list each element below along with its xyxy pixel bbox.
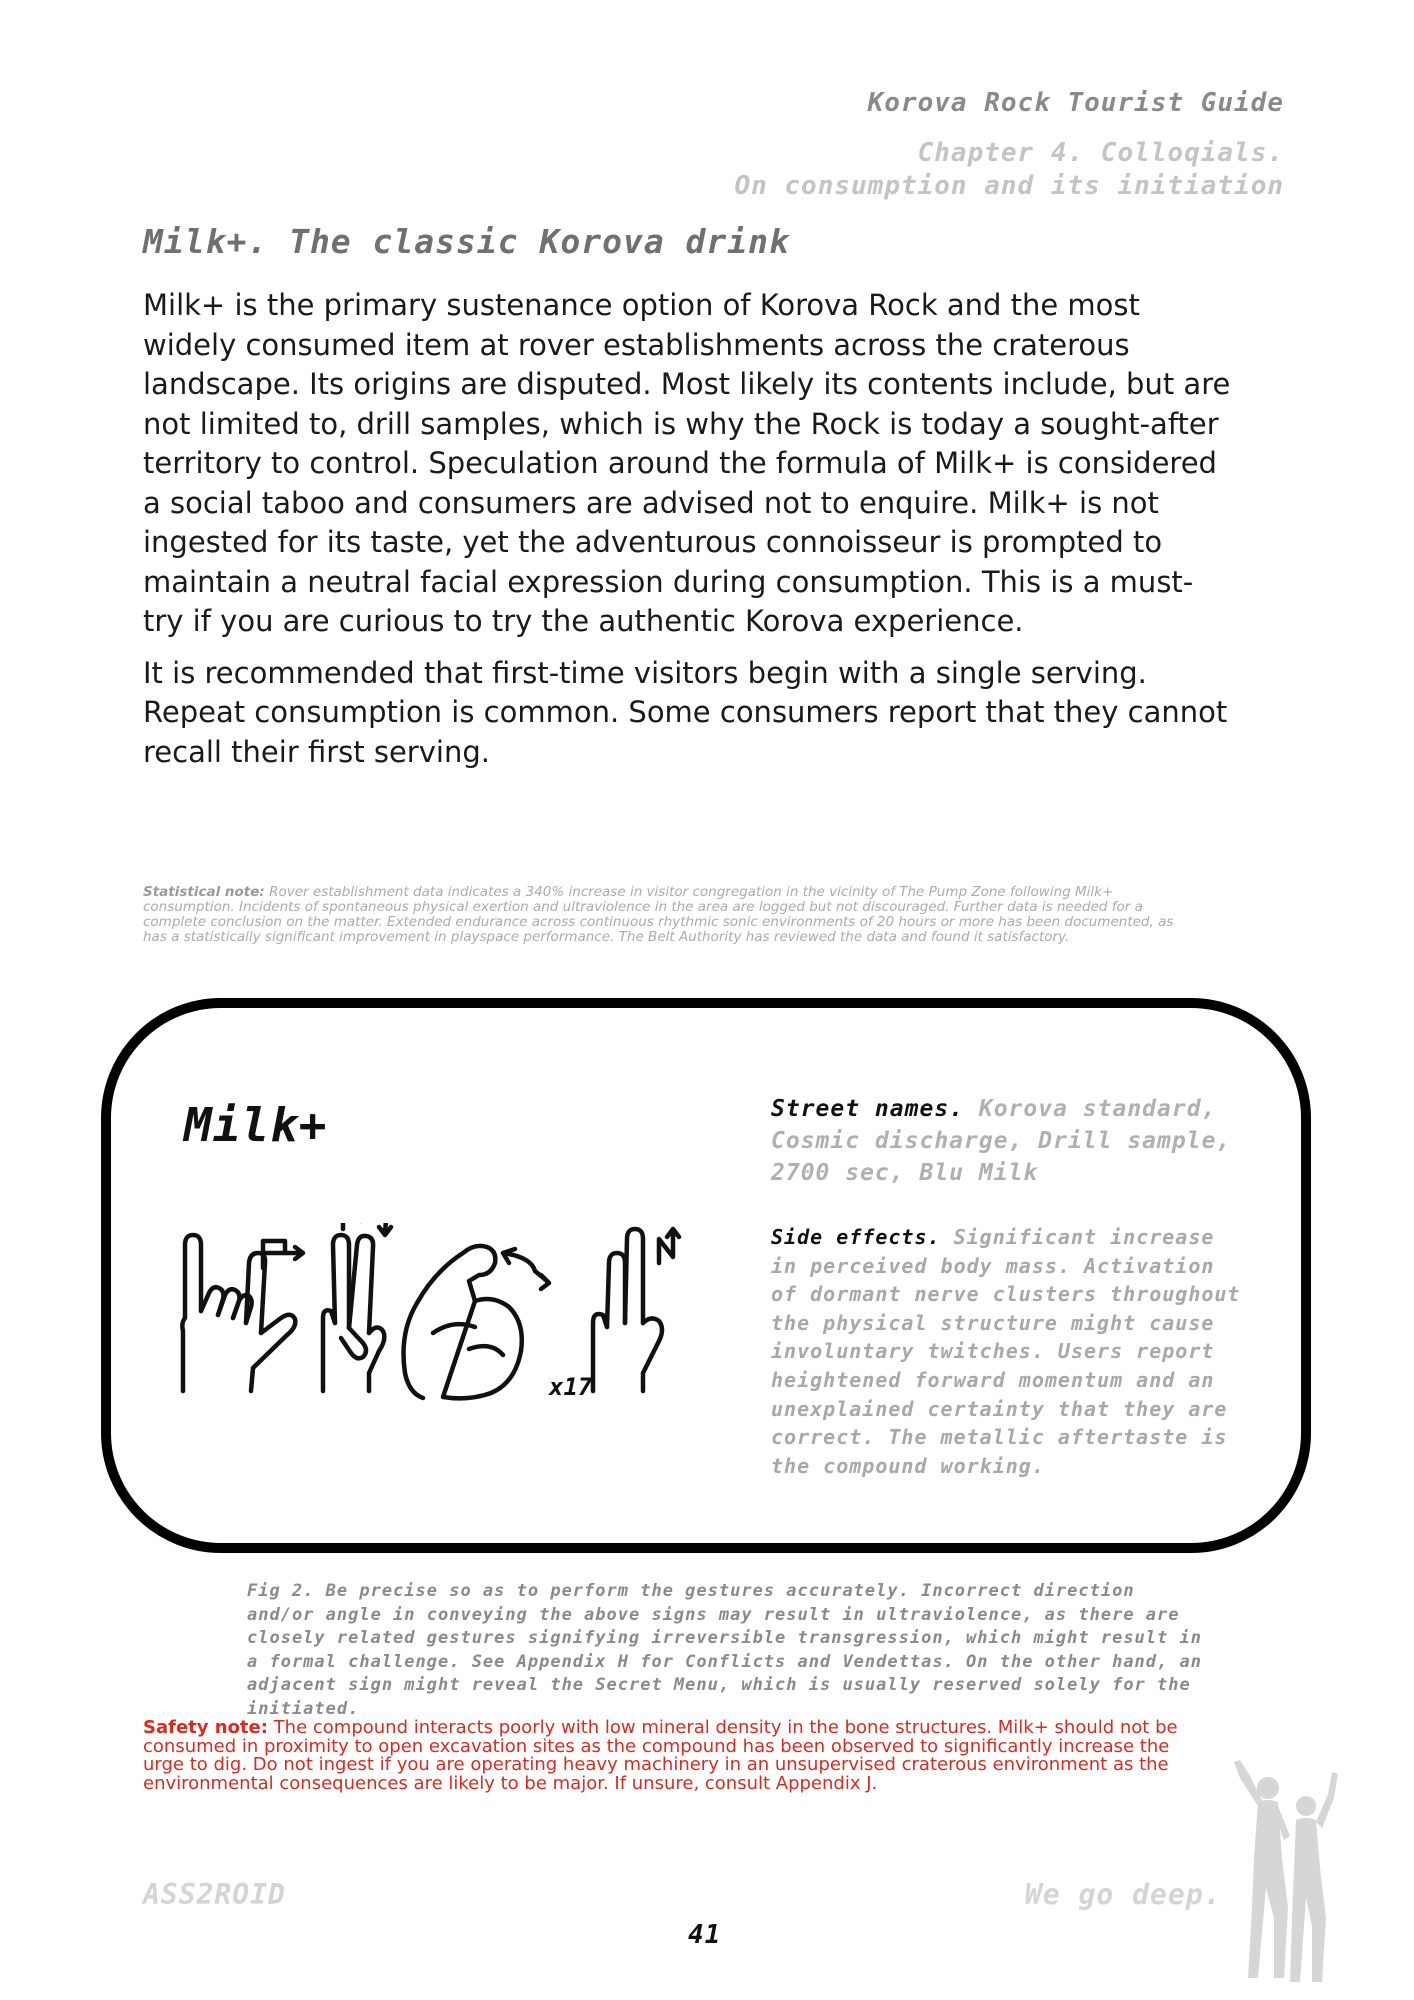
street-names [771, 1093, 1241, 1189]
statistical-note-text: Rover establishment data indicates a 340% increase in visitor congregation in the vicinity of The Pump Zone following Milk+ consumption. Incidents of spontaneous physical exertion and ultraviolence in the area are logged but not discouraged. Further data is needed for a complete conclusion on the matter. Extended endurance across continuous rhythmic sonic environments of 20 hours or more has been documented, as has a statistically significant improvement in playspace performance. The Belt Authority has reviewed the data and found it satisfactory. [143, 884, 1174, 945]
dancers-silhouette-icon [1228, 1758, 1338, 1988]
statistical-note-label: Statistical note: [143, 884, 265, 900]
safety-note-label: Safety note: [143, 1717, 268, 1738]
two-finger-hand-icon [323, 1223, 391, 1391]
figure-caption: Fig 2. Be precise so as to perform the gestures accurately. Incorrect direction and/or angle in conveying the above signs may result in ultraviolence, as there are closely related gestures signifying irreversible transgression, which might result in a formal challenge. See Appendix H for Conflicts and Vendettas. On the other hand, an adjacent sign might reveal the Secret Menu, which is usually reserved solely for the initiated. [247, 1581, 1202, 1719]
chapter-heading [734, 137, 1284, 203]
horns-hand-icon [182, 1235, 303, 1391]
safety-note [143, 1719, 1183, 1793]
middle-finger-hand-icon [593, 1229, 679, 1391]
flexed-arm-icon [404, 1246, 550, 1398]
card-title: Milk+ [184, 1098, 328, 1152]
body-text [143, 286, 1233, 784]
brand-logo: ASS2ROID [143, 1878, 286, 1911]
footer-tagline: We go deep. [1025, 1878, 1222, 1911]
body-paragraph-2: It is recommended that first-time visitors begin with a single serving. Repeat consumption is common. Some consumers report that they cannot recall their first serving. [143, 655, 1228, 769]
statistical-note [143, 885, 1183, 945]
section-title: Milk+. The classic Korova drink [143, 222, 790, 261]
repeat-count: x17 [549, 1373, 593, 1401]
side-effects [771, 1223, 1241, 1480]
drink-card [101, 998, 1311, 1553]
chapter-title: Chapter 4. Colloqials. [917, 138, 1284, 168]
street-names-label: Street names. [771, 1096, 965, 1122]
street-names-text: Korova standard, Cosmic discharge, Drill sample, 2700 sec, Blu Milk [771, 1096, 1232, 1186]
side-effects-label: Side effects. [771, 1225, 941, 1249]
page-number: 41 [688, 1920, 722, 1950]
guide-title: Korova Rock Tourist Guide [867, 88, 1284, 118]
safety-note-text: The compound interacts poorly with low mineral density in the bone structures. Milk+ should not be consumed in proximity to open excavation sites as the compound has been observed to significantly increase the urge to dig. Do not ingest if you are operating heavy machinery in an unsupervised craterous environment as the environmental consequences are likely to be major. If unsure, consult Appendix J. [143, 1717, 1178, 1794]
body-paragraph-1: Milk+ is the primary sustenance option of Korova Rock and the most widely consumed item at rover establishments across the craterous landscape. Its origins are disputed. Most likely its contents include, but are not limited to, drill samples, which is why the Rock is today a sought-after territory to control. Speculation around the formula of Milk+ is considered a social taboo and consumers are advised not to enquire. Milk+ is not ingested for its taste, yet the adventurous connoisseur is prompted to maintain a neutral facial expression during consumption. This is a must-try if you are curious to try the authentic Korova experience. [143, 288, 1231, 638]
gesture-sequence [173, 1223, 683, 1408]
chapter-subtitle: On consumption and its initiation [734, 171, 1284, 201]
side-effects-text: Significant increase in perceived body mass. Activation of dormant nerve clusters throughout the physical structure might cause involuntary twitches. Users report heightened forward momentum and an unexplained certainty that they are correct. The metallic aftertaste is the compound working. [771, 1225, 1241, 1478]
